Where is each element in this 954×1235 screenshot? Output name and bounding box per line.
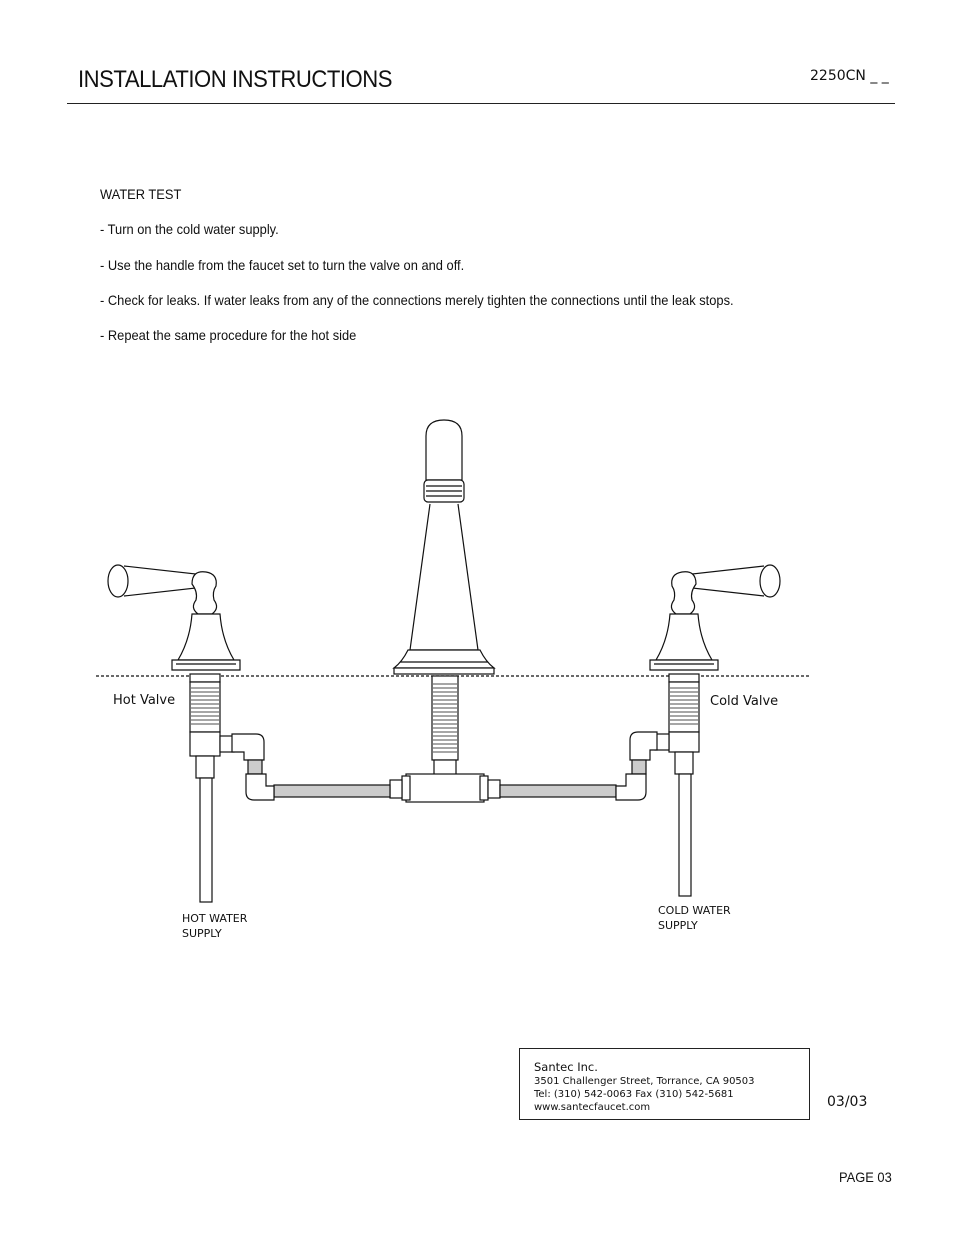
cold-supply-line2: SUPPLY xyxy=(658,919,698,932)
hot-supply-line1: HOT WATER xyxy=(182,912,248,925)
spout-icon xyxy=(394,420,494,760)
tee-fitting-icon xyxy=(390,760,500,802)
cold-handle-icon xyxy=(616,565,780,896)
company-address-box xyxy=(519,1048,810,1120)
company-address: 3501 Challenger Street, Torrance, CA 90503 xyxy=(534,1076,755,1087)
section-heading: WATER TEST xyxy=(100,186,182,202)
faucet-diagram xyxy=(0,400,954,960)
page-title: INSTALLATION INSTRUCTIONS xyxy=(78,66,393,93)
company-name: Santec Inc. xyxy=(534,1060,598,1074)
model-number: 2250CN _ _ xyxy=(810,68,889,84)
instruction-step: - Check for leaks. If water leaks from any of the connections merely tighten the connections until the leak stops. xyxy=(100,292,734,308)
hot-supply-label xyxy=(182,911,247,941)
revision-date: 03/03 xyxy=(827,1094,868,1110)
hot-valve-label: Hot Valve xyxy=(113,693,176,708)
company-website: www.santecfaucet.com xyxy=(534,1102,651,1113)
instruction-step: - Turn on the cold water supply. xyxy=(100,221,279,237)
header-divider xyxy=(67,103,895,104)
hot-supply-line2: SUPPLY xyxy=(182,927,222,940)
company-phone: Tel: (310) 542-0063 Fax (310) 542-5681 xyxy=(534,1089,734,1100)
page-number: PAGE 03 xyxy=(839,1169,892,1185)
instruction-step: - Repeat the same procedure for the hot side xyxy=(100,327,357,343)
hot-handle-icon xyxy=(108,565,274,902)
instruction-step: - Use the handle from the faucet set to turn the valve on and off. xyxy=(100,257,465,273)
cold-supply-label xyxy=(658,903,731,933)
cold-supply-line1: COLD WATER xyxy=(658,904,731,917)
cold-valve-label: Cold Valve xyxy=(710,694,779,709)
